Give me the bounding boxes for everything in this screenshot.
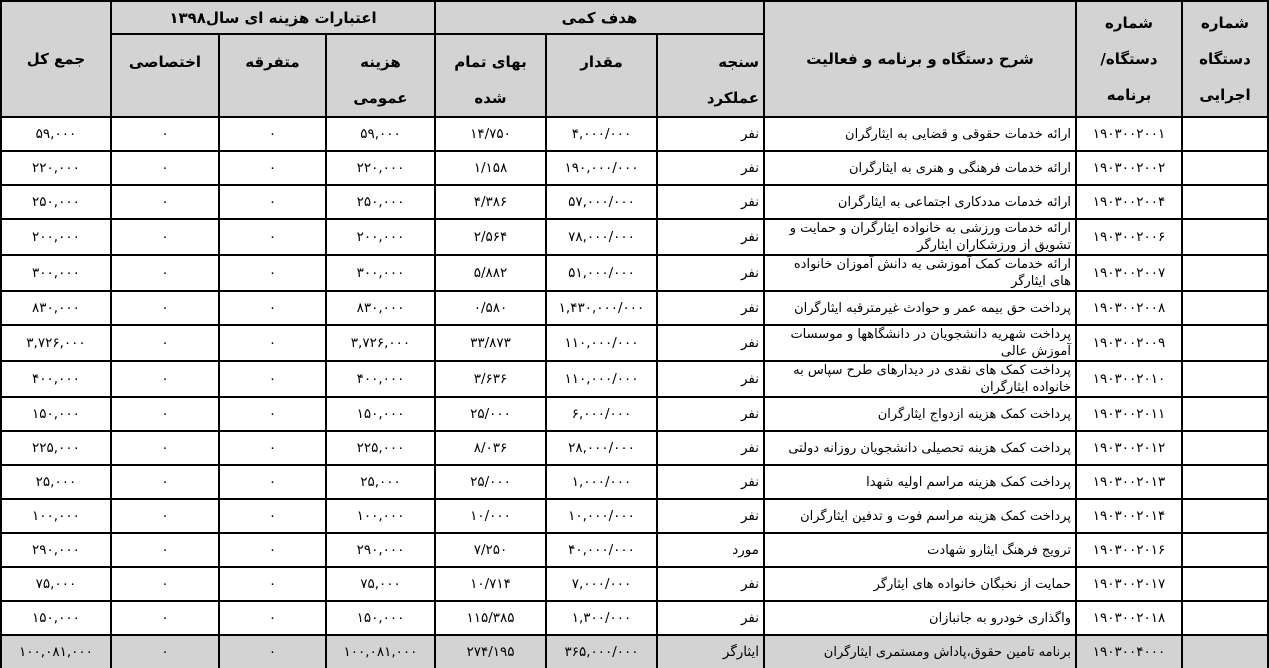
amount-cell: ۷۸,۰۰۰/۰۰۰	[546, 219, 657, 255]
unit-cost-cell: ۰/۵۸۰	[435, 291, 546, 325]
miscellaneous-cell: ۰	[219, 499, 326, 533]
agency-number-cell	[1182, 533, 1268, 567]
dedicated-cell: ۰	[111, 117, 219, 151]
miscellaneous-cell: ۰	[219, 397, 326, 431]
grand-total-cell: ۱۰۰,۰۸۱,۰۰۰	[1, 635, 111, 668]
general-expense-cell: ۱۰۰,۰۸۱,۰۰۰	[326, 635, 435, 668]
miscellaneous-cell: ۰	[219, 151, 326, 185]
general-expense-cell: ۵۹,۰۰۰	[326, 117, 435, 151]
general-expense-cell: ۲۵,۰۰۰	[326, 465, 435, 499]
description-cell: ارائه خدمات فرهنگی و هنری به ایثارگران	[764, 151, 1076, 185]
dedicated-cell: ۰	[111, 151, 219, 185]
amount-cell: ۵۱,۰۰۰/۰۰۰	[546, 255, 657, 291]
grand-total-cell: ۱۵۰,۰۰۰	[1, 601, 111, 635]
miscellaneous-cell: ۰	[219, 533, 326, 567]
description-cell: واگذاری خودرو به جانبازان	[764, 601, 1076, 635]
unit-cost-cell: ۵/۸۸۲	[435, 255, 546, 291]
unit-cost-cell: ۱۰/۷۱۴	[435, 567, 546, 601]
description-cell: پرداخت کمک هزینه تحصیلی دانشجویان روزانه دولتی	[764, 431, 1076, 465]
table-header	[1, 1, 1268, 117]
miscellaneous-cell: ۰	[219, 185, 326, 219]
table-row	[1, 291, 1268, 325]
unit-cost-cell: ۸/۰۳۶	[435, 431, 546, 465]
header-performance-measure: سنجه عملکرد	[657, 34, 764, 117]
program-number-cell: ۱۹۰۳۰۰۲۰۱۷	[1076, 567, 1182, 601]
dedicated-cell: ۰	[111, 431, 219, 465]
dedicated-cell: ۰	[111, 635, 219, 668]
performance-measure-cell: ایثارگر	[657, 635, 764, 668]
general-expense-cell: ۲۲۵,۰۰۰	[326, 431, 435, 465]
grand-total-cell: ۷۵,۰۰۰	[1, 567, 111, 601]
table-row	[1, 567, 1268, 601]
performance-measure-cell: نفر	[657, 325, 764, 361]
program-number-cell: ۱۹۰۳۰۰۲۰۰۴	[1076, 185, 1182, 219]
general-expense-cell: ۷۵,۰۰۰	[326, 567, 435, 601]
performance-measure-cell: نفر	[657, 397, 764, 431]
description-cell: ارائه خدمات کمک آموزشی به دانش آموزان خانواده های ایثارگر	[764, 255, 1076, 291]
table-row	[1, 431, 1268, 465]
header-program-number-line2: دستگاه/	[1100, 50, 1158, 68]
unit-cost-cell: ۲/۵۶۴	[435, 219, 546, 255]
amount-cell: ۱۱۰,۰۰۰/۰۰۰	[546, 361, 657, 397]
table-row	[1, 117, 1268, 151]
header-general-expense-line2: عمومی	[353, 89, 408, 107]
amount-cell: ۱۰,۰۰۰/۰۰۰	[546, 499, 657, 533]
table-row	[1, 499, 1268, 533]
performance-measure-cell: نفر	[657, 117, 764, 151]
performance-measure-cell: نفر	[657, 361, 764, 397]
unit-cost-cell: ۱۰/۰۰۰	[435, 499, 546, 533]
description-cell: ارائه خدمات ورزشی به خانواده ایثارگران و حمایت و تشویق از ورزشکاران ایثارگر	[764, 219, 1076, 255]
unit-cost-cell: ۲۵/۰۰۰	[435, 397, 546, 431]
amount-cell: ۴۰,۰۰۰/۰۰۰	[546, 533, 657, 567]
amount-cell: ۷,۰۰۰/۰۰۰	[546, 567, 657, 601]
dedicated-cell: ۰	[111, 185, 219, 219]
header-grand-total: جمع کل	[1, 1, 111, 117]
amount-cell: ۱,۳۰۰/۰۰۰	[546, 601, 657, 635]
general-expense-cell: ۳,۷۲۶,۰۰۰	[326, 325, 435, 361]
performance-measure-cell: نفر	[657, 151, 764, 185]
table-body	[1, 117, 1268, 668]
header-agency-number	[1182, 1, 1268, 117]
header-dedicated: اختصاصی	[111, 34, 219, 117]
amount-cell: ۱۱۰,۰۰۰/۰۰۰	[546, 325, 657, 361]
general-expense-cell: ۳۰۰,۰۰۰	[326, 255, 435, 291]
grand-total-cell: ۳,۷۲۶,۰۰۰	[1, 325, 111, 361]
grand-total-cell: ۵۹,۰۰۰	[1, 117, 111, 151]
agency-number-cell	[1182, 151, 1268, 185]
dedicated-cell: ۰	[111, 219, 219, 255]
unit-cost-cell: ۲۵/۰۰۰	[435, 465, 546, 499]
table-row	[1, 185, 1268, 219]
performance-measure-cell: نفر	[657, 499, 764, 533]
grand-total-cell: ۲۵,۰۰۰	[1, 465, 111, 499]
unit-cost-cell: ۱/۱۵۸	[435, 151, 546, 185]
agency-number-cell	[1182, 219, 1268, 255]
agency-number-cell	[1182, 601, 1268, 635]
dedicated-cell: ۰	[111, 567, 219, 601]
program-number-cell: ۱۹۰۳۰۰۲۰۱۴	[1076, 499, 1182, 533]
miscellaneous-cell: ۰	[219, 635, 326, 668]
grand-total-cell: ۱۵۰,۰۰۰	[1, 397, 111, 431]
grand-total-cell: ۲۲۰,۰۰۰	[1, 151, 111, 185]
description-cell: پرداخت حق بیمه عمر و حوادث غیرمترقبه ایثارگران	[764, 291, 1076, 325]
dedicated-cell: ۰	[111, 499, 219, 533]
miscellaneous-cell: ۰	[219, 567, 326, 601]
agency-number-cell	[1182, 185, 1268, 219]
table-row	[1, 325, 1268, 361]
program-number-cell: ۱۹۰۳۰۰۲۰۱۳	[1076, 465, 1182, 499]
amount-cell: ۵۷,۰۰۰/۰۰۰	[546, 185, 657, 219]
agency-number-cell	[1182, 431, 1268, 465]
description-cell: برنامه تامین حقوق،پاداش ومستمری ایثارگران	[764, 635, 1076, 668]
table-row	[1, 361, 1268, 397]
header-program-number-line3: برنامه	[1106, 86, 1152, 104]
program-number-cell: ۱۹۰۳۰۰۲۰۱۲	[1076, 431, 1182, 465]
unit-cost-cell: ۲۷۴/۱۹۵	[435, 635, 546, 668]
dedicated-cell: ۰	[111, 361, 219, 397]
miscellaneous-cell: ۰	[219, 255, 326, 291]
description-cell: حمایت از نخبگان خانواده های ایثارگر	[764, 567, 1076, 601]
table-row	[1, 635, 1268, 668]
grand-total-cell: ۱۰۰,۰۰۰	[1, 499, 111, 533]
general-expense-cell: ۲۵۰,۰۰۰	[326, 185, 435, 219]
description-cell: ترویج فرهنگ ایثارو شهادت	[764, 533, 1076, 567]
table-row	[1, 219, 1268, 255]
amount-cell: ۱,۰۰۰/۰۰۰	[546, 465, 657, 499]
table-row	[1, 533, 1268, 567]
header-agency-number-line3: اجرایی	[1199, 86, 1251, 104]
performance-measure-cell: نفر	[657, 219, 764, 255]
general-expense-cell: ۱۵۰,۰۰۰	[326, 601, 435, 635]
description-cell: پرداخت کمک هزینه مراسم اولیه شهدا	[764, 465, 1076, 499]
miscellaneous-cell: ۰	[219, 431, 326, 465]
header-miscellaneous: متفرقه	[219, 34, 326, 117]
description-cell: پرداخت شهریه دانشجویان در دانشگاهها و موسسات آموزش عالی	[764, 325, 1076, 361]
grand-total-cell: ۲۲۵,۰۰۰	[1, 431, 111, 465]
agency-number-cell	[1182, 635, 1268, 668]
description-cell: پرداخت کمک هزینه ازدواج ایثارگران	[764, 397, 1076, 431]
program-number-cell: ۱۹۰۳۰۰۲۰۱۱	[1076, 397, 1182, 431]
header-general-expense-line1: هزینه	[360, 53, 401, 71]
dedicated-cell: ۰	[111, 601, 219, 635]
agency-number-cell	[1182, 567, 1268, 601]
agency-number-cell	[1182, 465, 1268, 499]
program-number-cell: ۱۹۰۳۰۰۲۰۱۸	[1076, 601, 1182, 635]
performance-measure-cell: نفر	[657, 185, 764, 219]
agency-number-cell	[1182, 291, 1268, 325]
agency-number-cell	[1182, 117, 1268, 151]
dedicated-cell: ۰	[111, 533, 219, 567]
program-number-cell: ۱۹۰۳۰۰۲۰۱۰	[1076, 361, 1182, 397]
general-expense-cell: ۱۰۰,۰۰۰	[326, 499, 435, 533]
description-cell: ارائه خدمات حقوقی و قضایی به ایثارگران	[764, 117, 1076, 151]
dedicated-cell: ۰	[111, 465, 219, 499]
agency-number-cell	[1182, 499, 1268, 533]
performance-measure-cell: نفر	[657, 291, 764, 325]
miscellaneous-cell: ۰	[219, 219, 326, 255]
amount-cell: ۲۸,۰۰۰/۰۰۰	[546, 431, 657, 465]
program-number-cell: ۱۹۰۳۰۰۲۰۱۶	[1076, 533, 1182, 567]
amount-cell: ۴,۰۰۰/۰۰۰	[546, 117, 657, 151]
general-expense-cell: ۲۹۰,۰۰۰	[326, 533, 435, 567]
general-expense-cell: ۲۰۰,۰۰۰	[326, 219, 435, 255]
grand-total-cell: ۸۳۰,۰۰۰	[1, 291, 111, 325]
table-row	[1, 255, 1268, 291]
table-row	[1, 601, 1268, 635]
general-expense-cell: ۴۰۰,۰۰۰	[326, 361, 435, 397]
grand-total-cell: ۲۵۰,۰۰۰	[1, 185, 111, 219]
program-number-cell: ۱۹۰۳۰۰۲۰۰۸	[1076, 291, 1182, 325]
miscellaneous-cell: ۰	[219, 361, 326, 397]
amount-cell: ۳۶۵,۰۰۰/۰۰۰	[546, 635, 657, 668]
performance-measure-cell: نفر	[657, 601, 764, 635]
description-cell: پرداخت کمک هزینه مراسم فوت و تدفین ایثارگران	[764, 499, 1076, 533]
amount-cell: ۶,۰۰۰/۰۰۰	[546, 397, 657, 431]
program-number-cell: ۱۹۰۳۰۰۲۰۰۲	[1076, 151, 1182, 185]
general-expense-cell: ۱۵۰,۰۰۰	[326, 397, 435, 431]
header-amount: مقدار	[546, 34, 657, 117]
miscellaneous-cell: ۰	[219, 325, 326, 361]
performance-measure-cell: نفر	[657, 567, 764, 601]
performance-measure-cell: نفر	[657, 255, 764, 291]
grand-total-cell: ۴۰۰,۰۰۰	[1, 361, 111, 397]
unit-cost-cell: ۴/۳۸۶	[435, 185, 546, 219]
program-number-cell: ۱۹۰۳۰۰۲۰۰۹	[1076, 325, 1182, 361]
header-program-number-line1: شماره	[1105, 14, 1153, 32]
header-group-expense-credits: اعتبارات هزینه ای سال۱۳۹۸	[111, 1, 435, 34]
miscellaneous-cell: ۰	[219, 601, 326, 635]
header-program-number	[1076, 1, 1182, 117]
table-row	[1, 151, 1268, 185]
amount-cell: ۱,۴۳۰,۰۰۰/۰۰۰	[546, 291, 657, 325]
grand-total-cell: ۲۹۰,۰۰۰	[1, 533, 111, 567]
table-row	[1, 465, 1268, 499]
header-group-row	[1, 1, 1268, 34]
description-cell: ارائه خدمات مددکاری اجتماعی به ایثارگران	[764, 185, 1076, 219]
agency-number-cell	[1182, 361, 1268, 397]
unit-cost-cell: ۱۱۵/۳۸۵	[435, 601, 546, 635]
miscellaneous-cell: ۰	[219, 465, 326, 499]
miscellaneous-cell: ۰	[219, 117, 326, 151]
performance-measure-cell: نفر	[657, 431, 764, 465]
header-agency-number-line1: شماره	[1201, 14, 1249, 32]
program-number-cell: ۱۹۰۳۰۰۲۰۰۶	[1076, 219, 1182, 255]
dedicated-cell: ۰	[111, 325, 219, 361]
program-number-cell: ۱۹۰۳۰۰۲۰۰۱	[1076, 117, 1182, 151]
unit-cost-cell: ۳۳/۸۷۳	[435, 325, 546, 361]
dedicated-cell: ۰	[111, 291, 219, 325]
grand-total-cell: ۳۰۰,۰۰۰	[1, 255, 111, 291]
dedicated-cell: ۰	[111, 255, 219, 291]
performance-measure-cell: مورد	[657, 533, 764, 567]
program-number-cell: ۱۹۰۳۰۰۴۰۰۰	[1076, 635, 1182, 668]
dedicated-cell: ۰	[111, 397, 219, 431]
header-group-quantitative-goal: هدف کمی	[435, 1, 764, 34]
miscellaneous-cell: ۰	[219, 291, 326, 325]
header-agency-number-line2: دستگاه	[1199, 50, 1251, 68]
agency-number-cell	[1182, 255, 1268, 291]
header-unit-cost: بهای تمام شده	[435, 34, 546, 117]
agency-number-cell	[1182, 397, 1268, 431]
unit-cost-cell: ۳/۶۳۶	[435, 361, 546, 397]
description-cell: پرداخت کمک های نقدی در دیدارهای طرح سپاس به خانواده ایثارگران	[764, 361, 1076, 397]
unit-cost-cell: ۱۴/۷۵۰	[435, 117, 546, 151]
header-general-expense	[326, 34, 435, 117]
grand-total-cell: ۲۰۰,۰۰۰	[1, 219, 111, 255]
agency-number-cell	[1182, 325, 1268, 361]
general-expense-cell: ۸۳۰,۰۰۰	[326, 291, 435, 325]
amount-cell: ۱۹۰,۰۰۰/۰۰۰	[546, 151, 657, 185]
unit-cost-cell: ۷/۲۵۰	[435, 533, 546, 567]
table-row	[1, 397, 1268, 431]
program-number-cell: ۱۹۰۳۰۰۲۰۰۷	[1076, 255, 1182, 291]
header-description: شرح دستگاه و برنامه و فعالیت	[764, 1, 1076, 117]
performance-measure-cell: نفر	[657, 465, 764, 499]
general-expense-cell: ۲۲۰,۰۰۰	[326, 151, 435, 185]
